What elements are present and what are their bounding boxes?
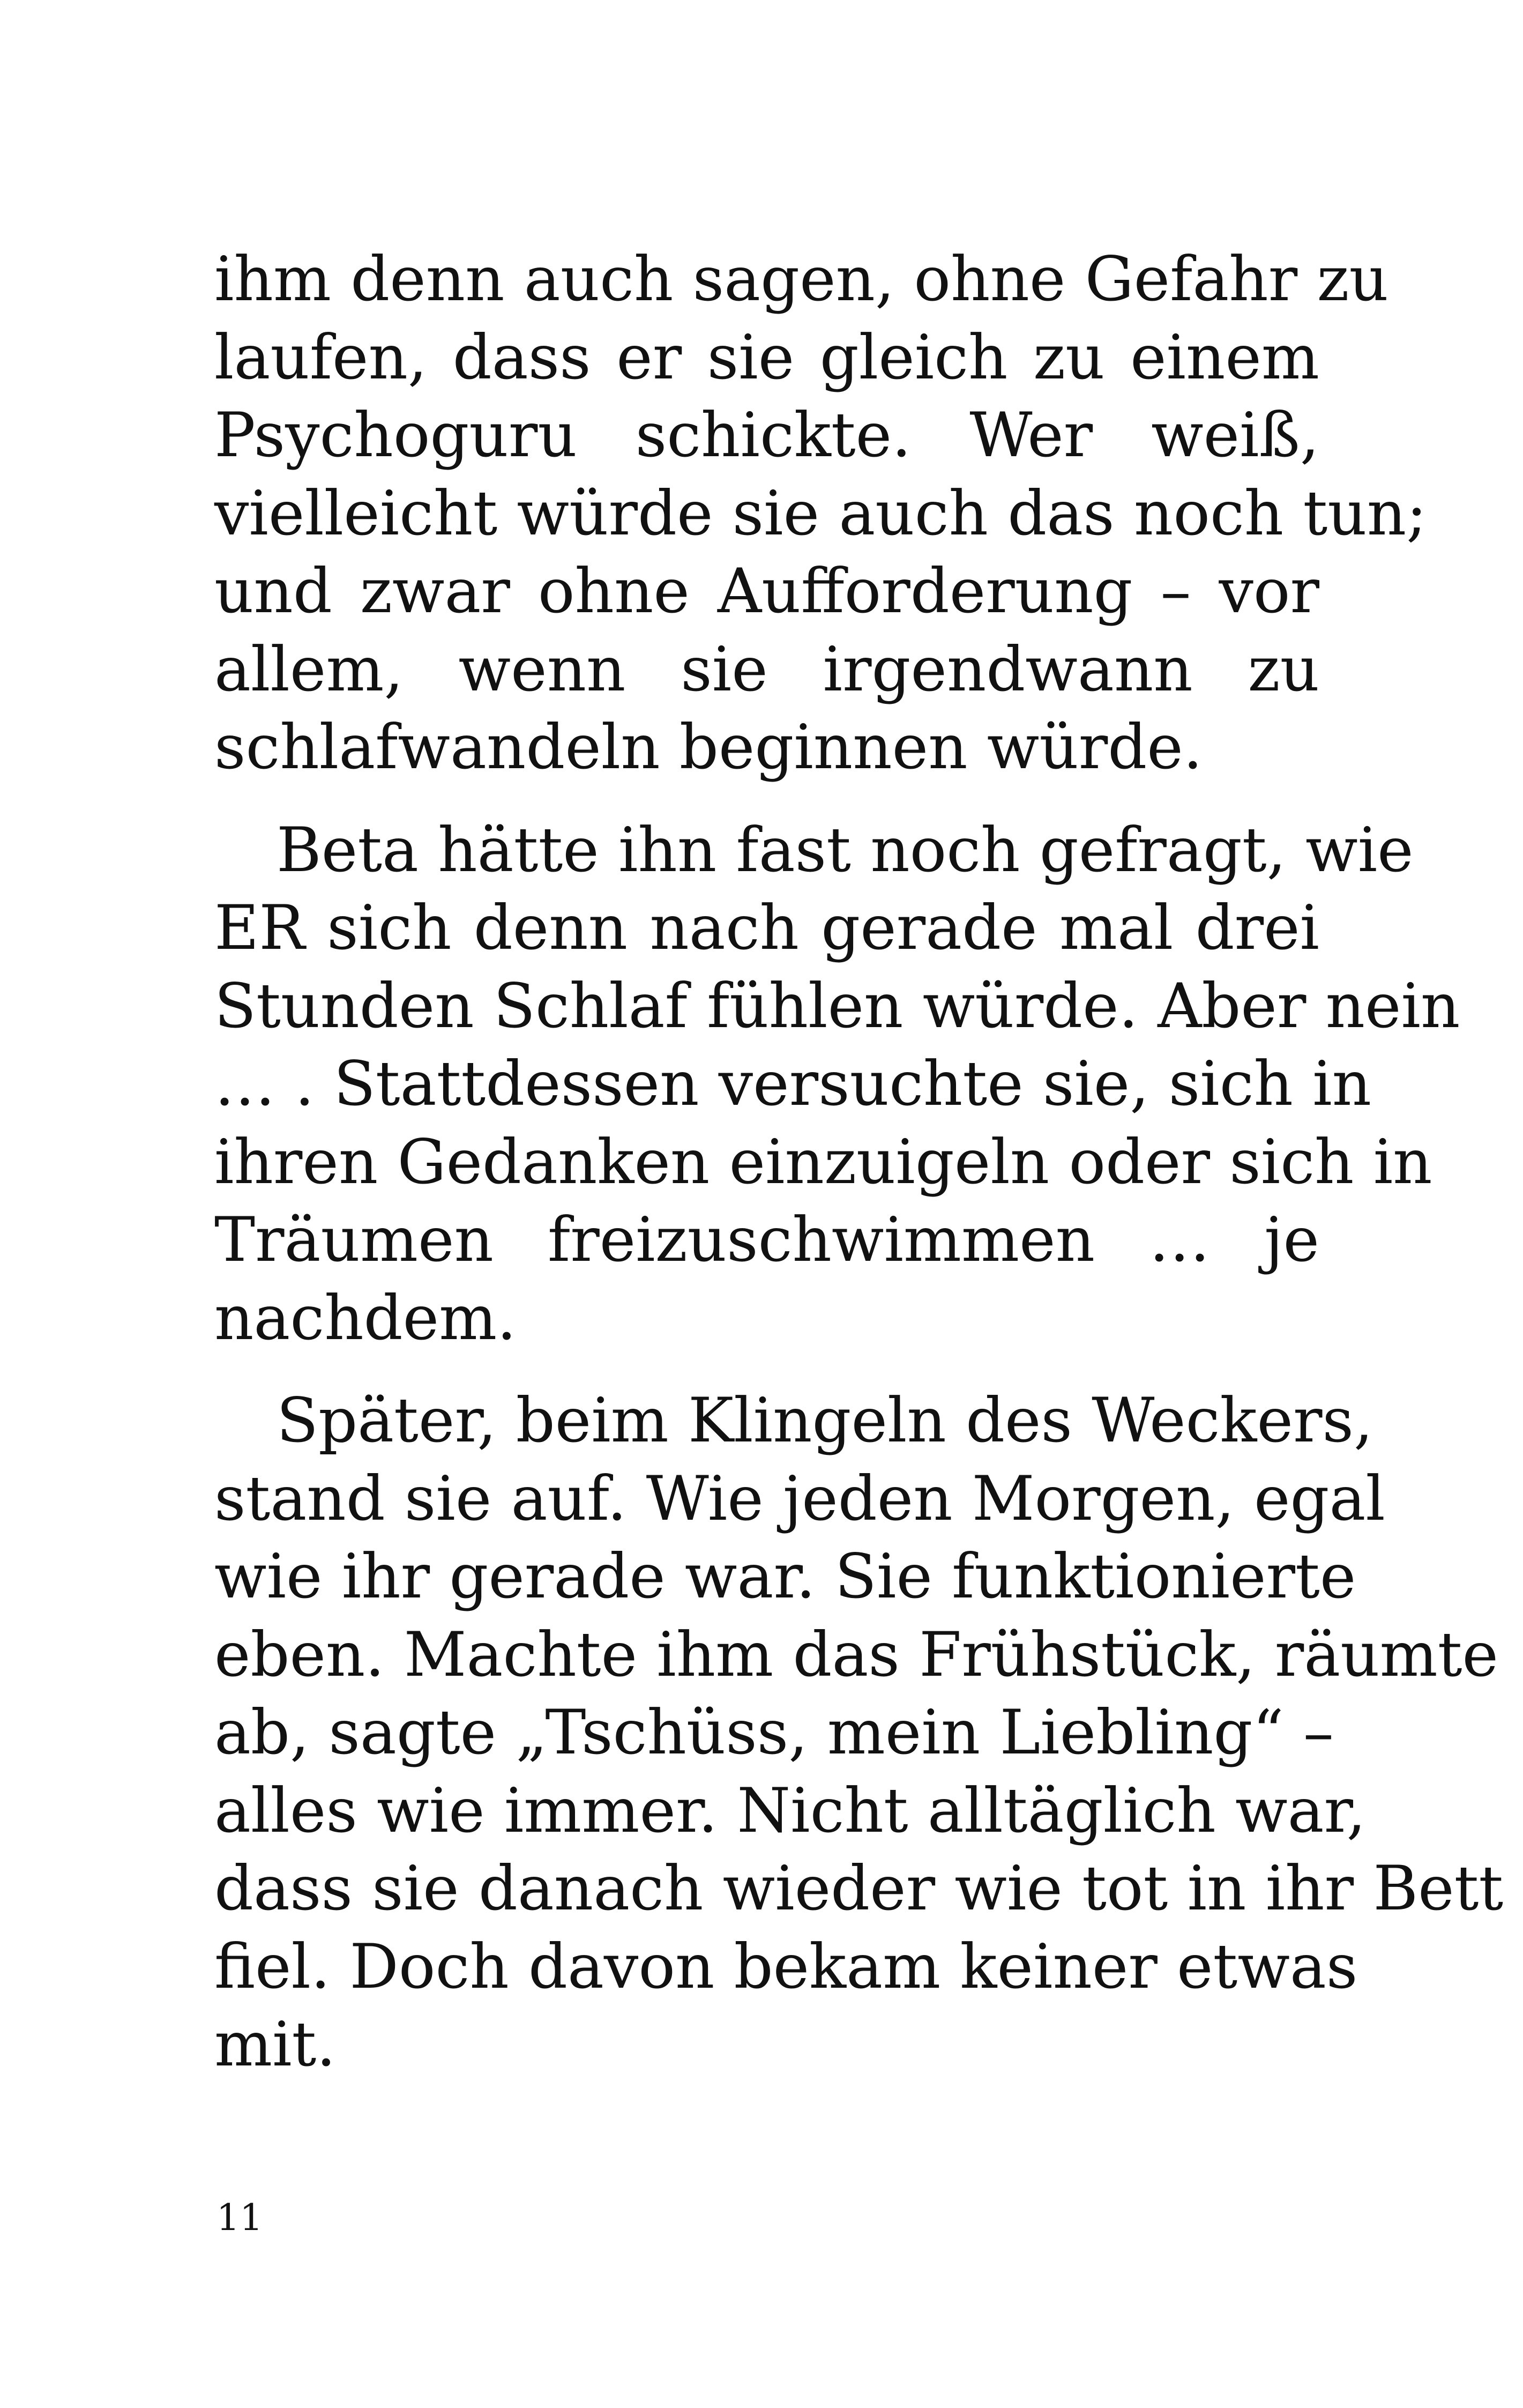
text-line: vielleicht würde sie auch das noch tun;	[214, 477, 1427, 549]
text-line: wie ihr gerade war. Sie funktionierte	[214, 1541, 1356, 1612]
text-line: dass sie danach wieder wie tot in ihr Bett	[214, 1853, 1504, 1924]
text-line: Träumen freizuschwimmen … je	[214, 1204, 1319, 1275]
paragraph-3	[214, 1381, 1504, 2084]
text-line: Stunden Schlaf fühlen würde. Aber nein	[214, 970, 1460, 1042]
text-line: stand sie auf. Wie jeden Morgen, egal	[214, 1462, 1385, 1534]
text-line: … . Stattdessen versuchte sie, sich in	[214, 1048, 1372, 1119]
page-number: 11	[216, 2197, 263, 2239]
text-line: fiel. Doch davon bekam keiner etwas	[214, 1930, 1358, 2002]
text-line: und zwar ohne Aufforderung – vor	[214, 555, 1319, 627]
text-line: ab, sagte „Tschüss, mein Liebling“ –	[214, 1697, 1334, 1768]
paragraph-2	[214, 811, 1460, 1357]
text-line: ihren Gedanken einzuigeln oder sich in	[214, 1126, 1432, 1198]
text-line: Beta hätte ihn fast noch gefragt, wie	[277, 814, 1414, 886]
text-line: ihm denn auch sagen, ohne Gefahr zu	[214, 243, 1388, 315]
text-line: laufen, dass er sie gleich zu einem	[214, 321, 1319, 393]
text-line: alles wie immer. Nicht alltäglich war,	[214, 1774, 1366, 1846]
text-line: mit.	[214, 2009, 336, 2080]
paragraph-1	[214, 240, 1427, 786]
text-line: nachdem.	[214, 1282, 517, 1354]
text-line: Psychoguru schickte. Wer weiß,	[214, 399, 1319, 471]
body-text	[214, 240, 1504, 2108]
text-line: ER sich denn nach gerade mal drei	[214, 892, 1319, 963]
text-line: Später, beim Klingeln des Weckers,	[277, 1385, 1373, 1456]
text-line: eben. Machte ihm das Frühstück, räumte	[214, 1618, 1499, 1690]
text-line: schlafwandeln beginnen würde.	[214, 711, 1203, 783]
text-line: allem, wenn sie irgendwann zu	[214, 633, 1319, 705]
